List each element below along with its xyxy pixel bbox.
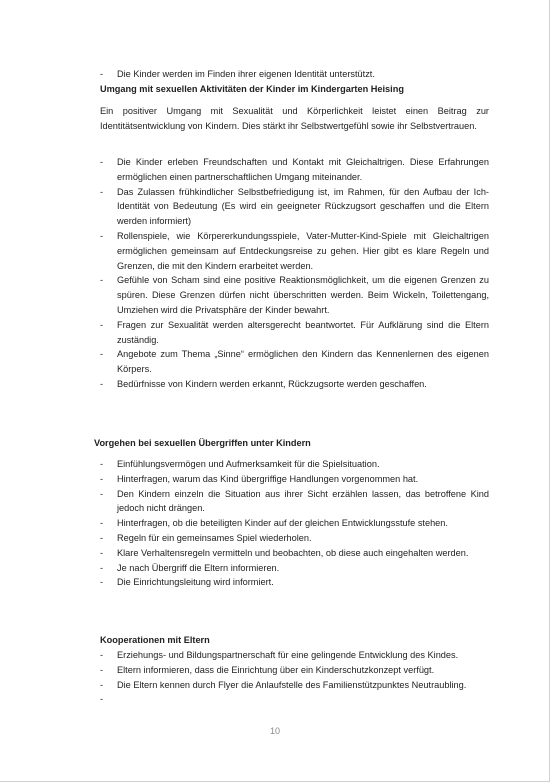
list-item-text: Hinterfragen, warum das Kind übergriffige Handlungen vorgenommen hat. — [117, 473, 419, 484]
assaults-procedure-list — [100, 457, 489, 590]
list-dash: - — [100, 532, 104, 543]
list-dash: - — [100, 694, 104, 705]
list-dash: - — [100, 664, 104, 675]
list-item — [100, 472, 489, 487]
list-item — [100, 678, 489, 693]
list-dash: - — [100, 186, 104, 197]
section-heading-sexual-activities: Umgang mit sexuellen Aktivitäten der Kinder im Kindergarten Heising — [100, 84, 404, 94]
list-item — [100, 663, 489, 678]
list-item — [100, 575, 489, 590]
list-dash: - — [100, 275, 104, 286]
list-item-text: Einfühlungsvermögen und Aufmerksamkeit für die Spielsituation. — [117, 459, 380, 469]
sexual-activities-list — [100, 155, 489, 392]
list-item-text: Die Einrichtungsleitung wird informiert. — [117, 577, 274, 588]
list-dash: - — [100, 319, 104, 330]
list-item — [100, 273, 489, 317]
list-dash: - — [100, 230, 104, 241]
list-dash: - — [100, 650, 104, 660]
list-item-text: Die Kinder werden im Finden ihrer eigenen Identität unterstützt. — [117, 69, 375, 79]
list-item-text: Den Kindern einzeln die Situation aus ihrer Sicht erzählen lassen, das betroffene Kind jedoch nicht drängen. — [117, 488, 489, 514]
list-item-text: Das Zulassen frühkindlicher Selbstbefriedigung ist, im Rahmen, für den Aufbau der Ich-Identität von Bedeutung (Es wird ein geeigneter Rückzugsort geschaffen und die Eltern werden informiert) — [117, 186, 489, 227]
list-dash: - — [100, 157, 104, 167]
list-item-text: Regeln für ein gemeinsames Spiel wiederholen. — [117, 532, 312, 543]
list-item-text: Die Eltern kennen durch Flyer die Anlaufstelle des Familienstützpunktes Neutraubling. — [117, 679, 467, 690]
list-item — [100, 347, 489, 377]
list-item-text: Je nach Übergriff die Eltern informieren. — [117, 562, 280, 573]
list-item — [100, 516, 489, 531]
list-dash: - — [100, 547, 104, 558]
list-item-text: Erziehungs- und Bildungspartnerschaft für eine gelingende Entwicklung des Kindes. — [117, 650, 459, 660]
list-dash: - — [100, 349, 104, 360]
list-item — [100, 531, 489, 546]
list-item — [100, 457, 489, 472]
list-item — [100, 692, 489, 707]
list-item — [100, 487, 489, 517]
page-number: 10 — [269, 726, 280, 736]
list-dash: - — [100, 562, 104, 573]
list-item — [100, 155, 489, 185]
list-item — [100, 67, 506, 82]
list-item — [100, 185, 489, 229]
list-dash: - — [100, 488, 104, 499]
list-item — [100, 318, 489, 348]
list-item-text: Angebote zum Thema „Sinne“ ermöglichen den Kindern das Kennenlernen des eigenen Körpers. — [117, 349, 489, 375]
list-item-text: Hinterfragen, ob die beteiligten Kinder auf der gleichen Entwicklungsstufe stehen. — [117, 518, 448, 529]
list-item-text: Rollenspiele, wie Körpererkundungsspiele, Vater-Mutter-Kind-Spiele mit Gleichaltrigen ermöglichen gemeinsam auf Entdeckungsreise zu gehen. Hier gibt es klare Regeln und Grenzen, die mit den Kindern erarbeitet werden. — [117, 230, 489, 271]
list-item — [100, 561, 489, 576]
list-item — [100, 229, 489, 273]
section-heading-assaults: Vorgehen bei sexuellen Übergriffen unter Kindern — [94, 438, 311, 448]
list-dash: - — [100, 69, 104, 79]
list-item-text: Die Kinder erleben Freundschaften und Kontakt mit Gleichaltrigen. Diese Erfahrungen ermöglichen einen partnerschaftlichen Umgang miteinander. — [117, 157, 489, 182]
list-item-text: Klare Verhaltensregeln vermitteln und beobachten, ob diese auch eingehalten werden. — [117, 547, 469, 558]
section-heading-parent-cooperation: Kooperationen mit Eltern — [100, 635, 210, 645]
list-item — [100, 546, 489, 561]
list-item — [100, 377, 489, 392]
list-item-text: Gefühle von Scham sind eine positive Reaktionsmöglichkeit, um die eigenen Grenzen zu spüren. Diese Grenzen dürfen nicht überschritten werden. Beim Wickeln, Toilettengang, Umziehen wird die Privatsphäre der Kinder bewahrt. — [117, 275, 489, 315]
parent-cooperation-list — [100, 648, 489, 707]
list-item-text: Fragen zur Sexualität werden altersgerecht beantwortet. Für Aufklärung sind die Eltern zuständig. — [117, 319, 489, 345]
list-dash: - — [100, 577, 104, 588]
list-dash: - — [100, 473, 104, 484]
intro-paragraph: Ein positiver Umgang mit Sexualität und Körperlichkeit leistet einen Beitrag zur Identitätsentwicklung von Kindern. Dies stärkt ihr Selbstwertgefühl sowie ihr Selbstvertrauen. — [100, 106, 489, 131]
list-dash: - — [100, 378, 104, 389]
list-item-text: Bedürfnisse von Kindern werden erkannt, Rückzugsorte werden geschaffen. — [117, 378, 427, 389]
list-dash: - — [100, 518, 104, 529]
list-item — [100, 648, 489, 663]
list-dash: - — [100, 679, 104, 690]
list-dash: - — [100, 459, 104, 469]
list-item-text: Eltern informieren, dass die Einrichtung über ein Kinderschutzkonzept verfügt. — [117, 664, 435, 675]
